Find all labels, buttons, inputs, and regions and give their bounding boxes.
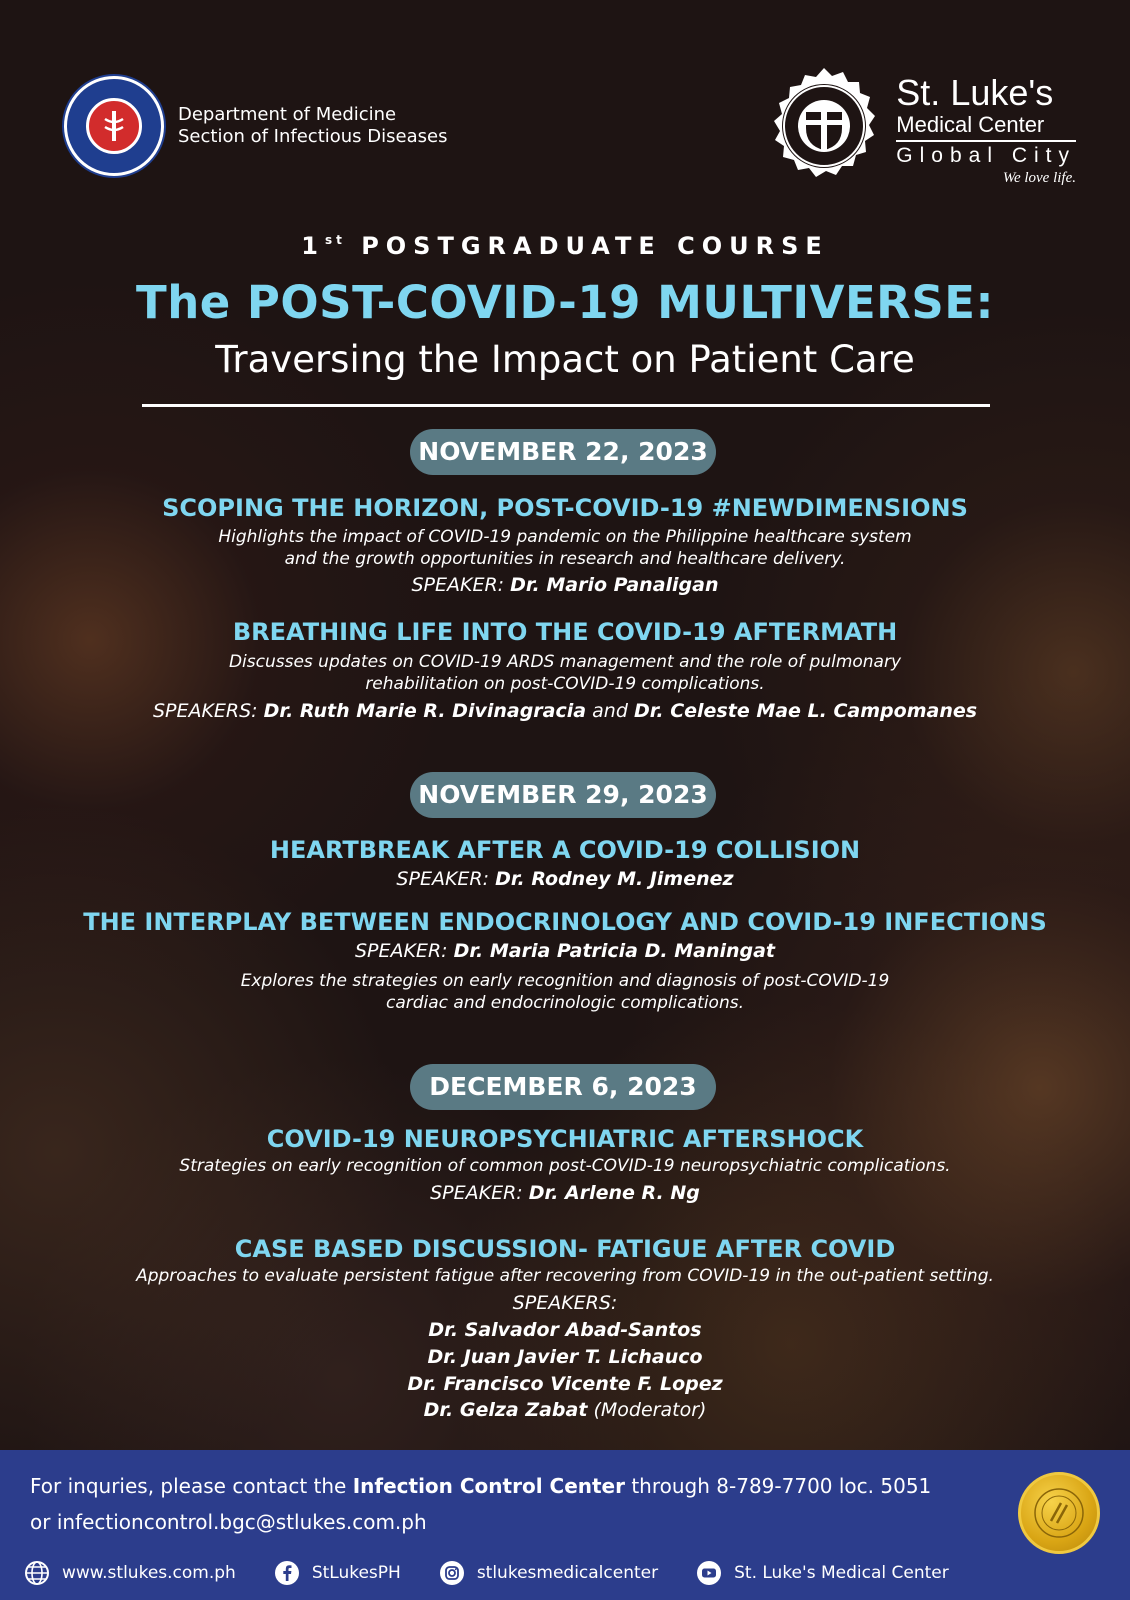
contact-email[interactable]: or infectioncontrol.bgc@stlukes.com.ph xyxy=(30,1510,427,1534)
department-seal-logo xyxy=(64,76,164,176)
speaker-name: Dr. Celeste Mae L. Campomanes xyxy=(633,700,978,722)
accreditation-seal-icon xyxy=(1031,1485,1087,1541)
contact-prefix: For inquries, please contact the xyxy=(30,1474,347,1498)
hospital-name xyxy=(896,74,1076,186)
department-block xyxy=(64,76,447,176)
social-links xyxy=(24,1560,987,1586)
hospital-seal-logo xyxy=(760,66,888,194)
speaker-connector: and xyxy=(592,700,628,722)
session-description: rehabilitation on post-COVID-19 complications. xyxy=(365,674,765,694)
hospital-name-line1: St. Luke's xyxy=(896,72,1054,113)
contact-org: Infection Control Center xyxy=(352,1474,625,1498)
speaker-name-text: Dr. Gelza Zabat xyxy=(423,1399,588,1421)
sub-title: Traversing the Impact on Patient Care xyxy=(215,338,915,381)
speaker-name: Dr. Ruth Marie R. Divinagracia xyxy=(263,700,587,722)
youtube-text: St. Luke's Medical Center xyxy=(734,1563,949,1583)
session-title: BREATHING LIFE INTO THE COVID-19 AFTERMATH xyxy=(232,618,898,646)
speaker-label: SPEAKER: xyxy=(411,574,505,596)
instagram-icon xyxy=(439,1560,465,1586)
course-label-text: POSTGRADUATE COURSE xyxy=(361,232,829,260)
session-speaker xyxy=(0,940,1130,962)
department-name: Department of Medicine xyxy=(178,104,397,125)
session-description: cardiac and endocrinologic complications. xyxy=(385,993,744,1013)
session-title: THE INTERPLAY BETWEEN ENDOCRINOLOGY AND COVID-19 INFECTIONS xyxy=(83,908,1047,936)
session-title: CASE BASED DISCUSSION- FATIGUE AFTER COVID xyxy=(234,1235,896,1263)
session-speaker xyxy=(0,574,1130,596)
hospital-location: Global City xyxy=(896,144,1076,167)
department-text xyxy=(178,104,447,148)
speaker-name: Dr. Rodney M. Jimenez xyxy=(495,868,734,890)
course-ordinal-suffix: st xyxy=(324,233,346,247)
instagram-link[interactable] xyxy=(439,1560,658,1586)
speaker-name xyxy=(0,1373,1130,1395)
session-description: and the growth opportunities in research and healthcare delivery. xyxy=(284,549,846,569)
session-title: COVID-19 NEUROPSYCHIATRIC AFTERSHOCK xyxy=(266,1125,864,1153)
accreditation-seal-logo xyxy=(1018,1472,1100,1554)
speaker-name-text: Dr. Francisco Vicente F. Lopez xyxy=(407,1373,723,1395)
website-link[interactable] xyxy=(24,1560,236,1586)
speaker-label: SPEAKER: xyxy=(354,940,448,962)
session-description: Highlights the impact of COVID-19 pandemic on the Philippine healthcare system xyxy=(218,527,912,547)
hospital-name-line2: Medical Center xyxy=(896,112,1076,142)
date-pill-day3: DECEMBER 6, 2023 xyxy=(410,1064,716,1110)
contact-line1 xyxy=(30,1468,931,1504)
session-description: Strategies on early recognition of common post-COVID-19 neuropsychiatric complications. xyxy=(179,1156,951,1176)
session-speaker xyxy=(0,700,1130,722)
main-title: The POST-COVID-19 MULTIVERSE: xyxy=(136,276,994,329)
facebook-link[interactable] xyxy=(274,1560,401,1586)
instagram-text: stlukesmedicalcenter xyxy=(476,1563,659,1583)
caduceus-icon xyxy=(99,109,129,143)
session-speaker xyxy=(0,1182,1130,1204)
hospital-logo-block xyxy=(760,66,1076,194)
session-description: Explores the strategies on early recognition and diagnosis of post-COVID-19 xyxy=(240,971,890,991)
globe-icon xyxy=(24,1560,50,1586)
youtube-link[interactable] xyxy=(696,1560,949,1586)
speaker-name: Dr. Arlene R. Ng xyxy=(528,1182,700,1204)
session-speaker xyxy=(0,868,1130,890)
facebook-text: StLukesPH xyxy=(311,1563,401,1583)
course-label xyxy=(0,232,1130,260)
speaker-name xyxy=(0,1346,1130,1368)
speaker-label: SPEAKER: xyxy=(396,868,490,890)
session-title: SCOPING THE HORIZON, POST-COVID-19 #NEWDIMENSIONS xyxy=(162,494,968,522)
speaker-name-text: Dr. Salvador Abad-Santos xyxy=(428,1319,702,1341)
speaker-name: Dr. Mario Panaligan xyxy=(510,574,719,596)
course-ordinal-number: 1 xyxy=(301,232,325,260)
speaker-name-text: Dr. Juan Javier T. Lichauco xyxy=(427,1346,703,1368)
section-name: Section of Infectious Diseases xyxy=(178,126,448,147)
date-pill-day2: NOVEMBER 29, 2023 xyxy=(410,772,716,818)
youtube-icon xyxy=(696,1560,722,1586)
session-title: HEARTBREAK AFTER A COVID-19 COLLISION xyxy=(269,836,861,864)
session-description: Approaches to evaluate persistent fatigue after recovering from COVID-19 in the out-patient setting. xyxy=(136,1266,994,1286)
speaker-name xyxy=(0,1399,1130,1421)
speaker-name xyxy=(0,1319,1130,1341)
title-divider xyxy=(142,404,990,407)
facebook-icon xyxy=(274,1560,300,1586)
hospital-tagline: We love life. xyxy=(1002,170,1076,186)
speaker-label: SPEAKERS: xyxy=(152,700,258,722)
speaker-name: Dr. Maria Patricia D. Maningat xyxy=(453,940,776,962)
moderator-note: (Moderator) xyxy=(593,1399,707,1421)
speakers-label: SPEAKERS: xyxy=(512,1292,618,1314)
date-pill-day1: NOVEMBER 22, 2023 xyxy=(410,429,716,475)
website-text: www.stlukes.com.ph xyxy=(62,1563,236,1583)
contact-phone: through 8-789-7700 loc. 5051 xyxy=(631,1474,932,1498)
speaker-label: SPEAKER: xyxy=(430,1182,523,1204)
contact-info xyxy=(30,1468,931,1540)
session-description: Discusses updates on COVID-19 ARDS management and the role of pulmonary xyxy=(228,652,902,672)
footer xyxy=(0,1450,1130,1600)
